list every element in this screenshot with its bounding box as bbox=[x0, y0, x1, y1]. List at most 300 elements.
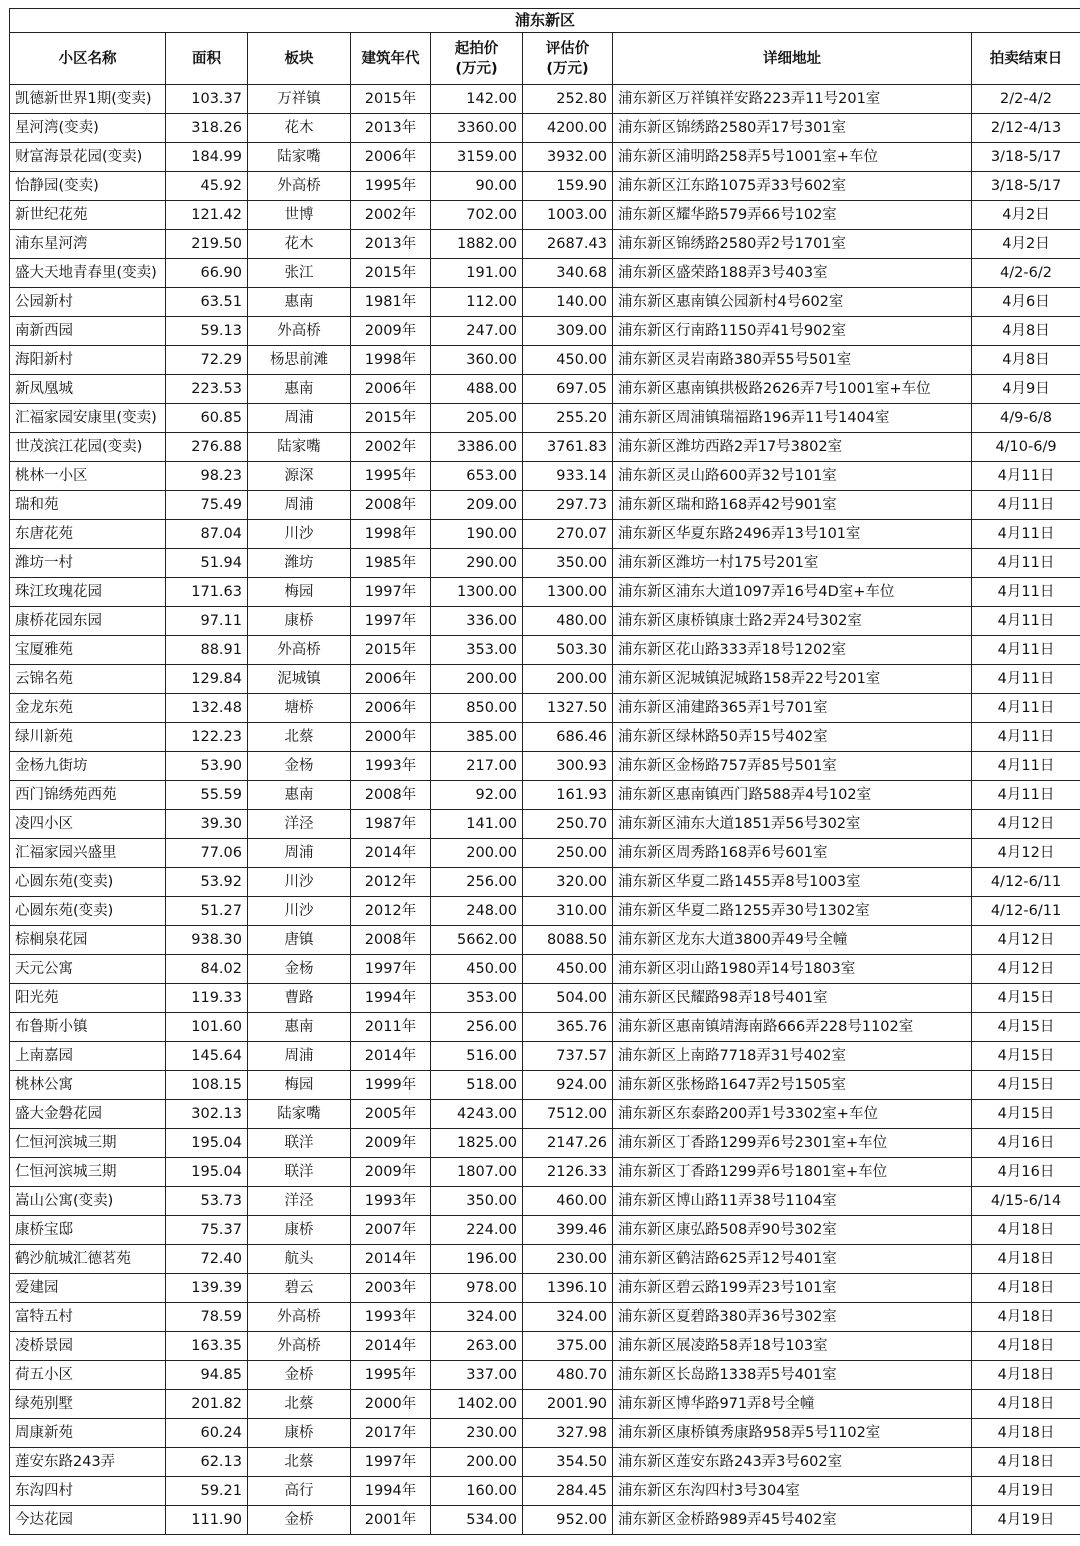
cell-name: 世茂滨江花园(变卖) bbox=[10, 433, 166, 462]
cell-start-price: 385.00 bbox=[431, 723, 523, 752]
cell-block: 花木 bbox=[248, 230, 351, 259]
cell-address: 浦东新区鹤洁路625弄12号401室 bbox=[613, 1245, 972, 1274]
cell-area: 318.26 bbox=[166, 114, 248, 143]
cell-eval-price: 952.00 bbox=[523, 1506, 613, 1535]
cell-start-price: 350.00 bbox=[431, 1187, 523, 1216]
cell-address: 浦东新区瑞和路168弄42号901室 bbox=[613, 491, 972, 520]
table-row bbox=[10, 1332, 1080, 1361]
cell-year: 2001年 bbox=[351, 1506, 431, 1535]
table-row bbox=[10, 839, 1080, 868]
cell-end-date: 4月18日 bbox=[972, 1245, 1080, 1274]
cell-block: 康桥 bbox=[248, 607, 351, 636]
cell-year: 2015年 bbox=[351, 85, 431, 114]
cell-name: 桃林公寓 bbox=[10, 1071, 166, 1100]
cell-eval-price: 686.46 bbox=[523, 723, 613, 752]
cell-address: 浦东新区华夏二路1455弄8号1003室 bbox=[613, 868, 972, 897]
table-row bbox=[10, 404, 1080, 433]
table-row bbox=[10, 1390, 1080, 1419]
cell-start-price: 263.00 bbox=[431, 1332, 523, 1361]
cell-end-date: 4月18日 bbox=[972, 1274, 1080, 1303]
cell-address: 浦东新区浦东大道1851弄56号302室 bbox=[613, 810, 972, 839]
cell-end-date: 3/18-5/17 bbox=[972, 172, 1080, 201]
cell-block: 金杨 bbox=[248, 752, 351, 781]
cell-end-date: 4月15日 bbox=[972, 1013, 1080, 1042]
cell-start-price: 653.00 bbox=[431, 462, 523, 491]
cell-eval-price: 1300.00 bbox=[523, 578, 613, 607]
table-row bbox=[10, 520, 1080, 549]
cell-end-date: 4月11日 bbox=[972, 665, 1080, 694]
cell-year: 2014年 bbox=[351, 1245, 431, 1274]
cell-name: 潍坊一村 bbox=[10, 549, 166, 578]
cell-year: 1998年 bbox=[351, 520, 431, 549]
cell-year: 1995年 bbox=[351, 1361, 431, 1390]
cell-start-price: 978.00 bbox=[431, 1274, 523, 1303]
cell-area: 45.92 bbox=[166, 172, 248, 201]
cell-block: 周浦 bbox=[248, 839, 351, 868]
cell-start-price: 92.00 bbox=[431, 781, 523, 810]
cell-address: 浦东新区华夏东路2496弄13号101室 bbox=[613, 520, 972, 549]
cell-block: 杨思前滩 bbox=[248, 346, 351, 375]
cell-end-date: 4月2日 bbox=[972, 201, 1080, 230]
cell-year: 2014年 bbox=[351, 839, 431, 868]
cell-name: 新世纪花苑 bbox=[10, 201, 166, 230]
cell-end-date: 4月15日 bbox=[972, 1042, 1080, 1071]
cell-end-date: 4月8日 bbox=[972, 346, 1080, 375]
cell-eval-price: 161.93 bbox=[523, 781, 613, 810]
cell-name: 天元公寓 bbox=[10, 955, 166, 984]
cell-block: 洋泾 bbox=[248, 1187, 351, 1216]
table-row bbox=[10, 810, 1080, 839]
cell-address: 浦东新区潍坊一村175号201室 bbox=[613, 549, 972, 578]
table-row bbox=[10, 259, 1080, 288]
cell-end-date: 4月18日 bbox=[972, 1216, 1080, 1245]
cell-start-price: 200.00 bbox=[431, 665, 523, 694]
cell-eval-price: 480.00 bbox=[523, 607, 613, 636]
header-year: 建筑年代 bbox=[351, 33, 431, 85]
cell-block: 北蔡 bbox=[248, 723, 351, 752]
cell-year: 2014年 bbox=[351, 1042, 431, 1071]
cell-area: 39.30 bbox=[166, 810, 248, 839]
cell-year: 2003年 bbox=[351, 1274, 431, 1303]
table-row bbox=[10, 1129, 1080, 1158]
table-row bbox=[10, 1216, 1080, 1245]
cell-end-date: 4月11日 bbox=[972, 520, 1080, 549]
cell-block: 塘桥 bbox=[248, 694, 351, 723]
cell-name: 荷五小区 bbox=[10, 1361, 166, 1390]
cell-end-date: 4月16日 bbox=[972, 1158, 1080, 1187]
cell-address: 浦东新区康桥镇秀康路958弄5号1102室 bbox=[613, 1419, 972, 1448]
cell-year: 1995年 bbox=[351, 462, 431, 491]
cell-name: 云锦名苑 bbox=[10, 665, 166, 694]
cell-year: 1997年 bbox=[351, 955, 431, 984]
auction-table bbox=[9, 8, 1080, 1535]
cell-area: 60.85 bbox=[166, 404, 248, 433]
cell-year: 2002年 bbox=[351, 433, 431, 462]
cell-name: 南新西园 bbox=[10, 317, 166, 346]
cell-address: 浦东新区锦绣路2580弄17号301室 bbox=[613, 114, 972, 143]
cell-eval-price: 4200.00 bbox=[523, 114, 613, 143]
cell-eval-price: 320.00 bbox=[523, 868, 613, 897]
cell-block: 北蔡 bbox=[248, 1390, 351, 1419]
cell-eval-price: 1003.00 bbox=[523, 201, 613, 230]
cell-name: 公园新村 bbox=[10, 288, 166, 317]
cell-year: 2015年 bbox=[351, 404, 431, 433]
cell-eval-price: 270.07 bbox=[523, 520, 613, 549]
table-row bbox=[10, 665, 1080, 694]
cell-eval-price: 3761.83 bbox=[523, 433, 613, 462]
cell-area: 72.40 bbox=[166, 1245, 248, 1274]
cell-start-price: 160.00 bbox=[431, 1477, 523, 1506]
cell-area: 98.23 bbox=[166, 462, 248, 491]
cell-eval-price: 350.00 bbox=[523, 549, 613, 578]
cell-start-price: 200.00 bbox=[431, 839, 523, 868]
cell-start-price: 1402.00 bbox=[431, 1390, 523, 1419]
header-eval-price: 评估价 (万元) bbox=[523, 33, 613, 85]
table-row bbox=[10, 955, 1080, 984]
cell-end-date: 4月11日 bbox=[972, 781, 1080, 810]
cell-end-date: 4月9日 bbox=[972, 375, 1080, 404]
cell-address: 浦东新区灵岩南路380弄55号501室 bbox=[613, 346, 972, 375]
cell-name: 盛大金磐花园 bbox=[10, 1100, 166, 1129]
cell-year: 2013年 bbox=[351, 114, 431, 143]
cell-name: 星河湾(变卖) bbox=[10, 114, 166, 143]
table-row bbox=[10, 984, 1080, 1013]
cell-block: 曹路 bbox=[248, 984, 351, 1013]
cell-address: 浦东新区莲安东路243弄3号602室 bbox=[613, 1448, 972, 1477]
cell-area: 75.49 bbox=[166, 491, 248, 520]
cell-address: 浦东新区上南路7718弄31号402室 bbox=[613, 1042, 972, 1071]
cell-address: 浦东新区花山路333弄18号1202室 bbox=[613, 636, 972, 665]
cell-area: 219.50 bbox=[166, 230, 248, 259]
cell-start-price: 360.00 bbox=[431, 346, 523, 375]
table-row bbox=[10, 1506, 1080, 1535]
cell-end-date: 3/18-5/17 bbox=[972, 143, 1080, 172]
table-row bbox=[10, 1013, 1080, 1042]
table-row bbox=[10, 1477, 1080, 1506]
cell-end-date: 2/2-4/2 bbox=[972, 85, 1080, 114]
table-row bbox=[10, 1303, 1080, 1332]
cell-block: 川沙 bbox=[248, 520, 351, 549]
cell-area: 84.02 bbox=[166, 955, 248, 984]
cell-area: 139.39 bbox=[166, 1274, 248, 1303]
cell-name: 莲安东路243弄 bbox=[10, 1448, 166, 1477]
table-row bbox=[10, 491, 1080, 520]
cell-name: 西门锦绣苑西苑 bbox=[10, 781, 166, 810]
cell-block: 周浦 bbox=[248, 1042, 351, 1071]
cell-year: 1993年 bbox=[351, 752, 431, 781]
cell-start-price: 256.00 bbox=[431, 868, 523, 897]
cell-year: 1993年 bbox=[351, 1187, 431, 1216]
cell-block: 川沙 bbox=[248, 897, 351, 926]
cell-end-date: 4月11日 bbox=[972, 491, 1080, 520]
table-row bbox=[10, 288, 1080, 317]
cell-area: 51.94 bbox=[166, 549, 248, 578]
cell-block: 外高桥 bbox=[248, 172, 351, 201]
cell-area: 97.11 bbox=[166, 607, 248, 636]
cell-name: 海阳新村 bbox=[10, 346, 166, 375]
header-end-date: 拍卖结束日 bbox=[972, 33, 1080, 85]
cell-area: 103.37 bbox=[166, 85, 248, 114]
cell-address: 浦东新区金桥路989弄45号402室 bbox=[613, 1506, 972, 1535]
cell-end-date: 4月18日 bbox=[972, 1332, 1080, 1361]
cell-area: 94.85 bbox=[166, 1361, 248, 1390]
cell-start-price: 191.00 bbox=[431, 259, 523, 288]
cell-eval-price: 3932.00 bbox=[523, 143, 613, 172]
table-row bbox=[10, 694, 1080, 723]
cell-block: 梅园 bbox=[248, 578, 351, 607]
cell-year: 2000年 bbox=[351, 723, 431, 752]
cell-area: 201.82 bbox=[166, 1390, 248, 1419]
cell-start-price: 196.00 bbox=[431, 1245, 523, 1274]
cell-name: 新凤凰城 bbox=[10, 375, 166, 404]
cell-area: 163.35 bbox=[166, 1332, 248, 1361]
cell-eval-price: 284.45 bbox=[523, 1477, 613, 1506]
cell-name: 棕榈泉花园 bbox=[10, 926, 166, 955]
cell-address: 浦东新区周浦镇瑞福路196弄11号1404室 bbox=[613, 404, 972, 433]
cell-eval-price: 737.57 bbox=[523, 1042, 613, 1071]
cell-address: 浦东新区浦明路258弄5号1001室+车位 bbox=[613, 143, 972, 172]
cell-area: 101.60 bbox=[166, 1013, 248, 1042]
cell-area: 88.91 bbox=[166, 636, 248, 665]
cell-eval-price: 310.00 bbox=[523, 897, 613, 926]
cell-eval-price: 375.00 bbox=[523, 1332, 613, 1361]
cell-eval-price: 340.68 bbox=[523, 259, 613, 288]
cell-area: 63.51 bbox=[166, 288, 248, 317]
cell-address: 浦东新区潍坊西路2弄17号3802室 bbox=[613, 433, 972, 462]
cell-name: 汇福家园安康里(变卖) bbox=[10, 404, 166, 433]
cell-end-date: 4/12-6/11 bbox=[972, 868, 1080, 897]
cell-year: 2000年 bbox=[351, 1390, 431, 1419]
cell-block: 洋泾 bbox=[248, 810, 351, 839]
cell-end-date: 4月18日 bbox=[972, 1390, 1080, 1419]
cell-area: 72.29 bbox=[166, 346, 248, 375]
cell-area: 53.92 bbox=[166, 868, 248, 897]
cell-year: 2009年 bbox=[351, 1158, 431, 1187]
cell-name: 凯德新世界1期(变卖) bbox=[10, 85, 166, 114]
header-address: 详细地址 bbox=[613, 33, 972, 85]
cell-area: 195.04 bbox=[166, 1158, 248, 1187]
cell-name: 爱建园 bbox=[10, 1274, 166, 1303]
cell-block: 外高桥 bbox=[248, 1303, 351, 1332]
cell-block: 花木 bbox=[248, 114, 351, 143]
table-row bbox=[10, 926, 1080, 955]
cell-block: 陆家嘴 bbox=[248, 433, 351, 462]
cell-year: 1993年 bbox=[351, 1303, 431, 1332]
cell-address: 浦东新区碧云路199弄23号101室 bbox=[613, 1274, 972, 1303]
cell-block: 金桥 bbox=[248, 1506, 351, 1535]
cell-eval-price: 933.14 bbox=[523, 462, 613, 491]
cell-name: 阳光苑 bbox=[10, 984, 166, 1013]
cell-address: 浦东新区丁香路1299弄6号2301室+车位 bbox=[613, 1129, 972, 1158]
cell-address: 浦东新区惠南镇西门路588弄4号102室 bbox=[613, 781, 972, 810]
cell-name: 珠江玫瑰花园 bbox=[10, 578, 166, 607]
cell-area: 119.33 bbox=[166, 984, 248, 1013]
cell-area: 276.88 bbox=[166, 433, 248, 462]
cell-name: 绿苑别墅 bbox=[10, 1390, 166, 1419]
cell-year: 2006年 bbox=[351, 665, 431, 694]
table-row bbox=[10, 1274, 1080, 1303]
cell-address: 浦东新区浦东大道1097弄16号4D室+车位 bbox=[613, 578, 972, 607]
cell-start-price: 1882.00 bbox=[431, 230, 523, 259]
cell-block: 陆家嘴 bbox=[248, 1100, 351, 1129]
cell-end-date: 4月2日 bbox=[972, 230, 1080, 259]
cell-address: 浦东新区锦绣路2580弄2号1701室 bbox=[613, 230, 972, 259]
table-row bbox=[10, 607, 1080, 636]
cell-address: 浦东新区长岛路1338弄5号401室 bbox=[613, 1361, 972, 1390]
cell-end-date: 4月12日 bbox=[972, 955, 1080, 984]
cell-eval-price: 460.00 bbox=[523, 1187, 613, 1216]
cell-eval-price: 252.80 bbox=[523, 85, 613, 114]
cell-eval-price: 450.00 bbox=[523, 346, 613, 375]
cell-area: 75.37 bbox=[166, 1216, 248, 1245]
cell-block: 潍坊 bbox=[248, 549, 351, 578]
cell-block: 泥城镇 bbox=[248, 665, 351, 694]
cell-block: 张江 bbox=[248, 259, 351, 288]
cell-year: 1994年 bbox=[351, 1477, 431, 1506]
cell-name: 财富海景花园(变卖) bbox=[10, 143, 166, 172]
cell-name: 心圆东苑(变卖) bbox=[10, 897, 166, 926]
cell-area: 78.59 bbox=[166, 1303, 248, 1332]
cell-name: 康桥花园东园 bbox=[10, 607, 166, 636]
cell-area: 53.73 bbox=[166, 1187, 248, 1216]
cell-start-price: 516.00 bbox=[431, 1042, 523, 1071]
cell-start-price: 336.00 bbox=[431, 607, 523, 636]
cell-end-date: 4月11日 bbox=[972, 723, 1080, 752]
cell-start-price: 142.00 bbox=[431, 85, 523, 114]
cell-eval-price: 1396.10 bbox=[523, 1274, 613, 1303]
cell-eval-price: 309.00 bbox=[523, 317, 613, 346]
table-row bbox=[10, 317, 1080, 346]
cell-area: 59.21 bbox=[166, 1477, 248, 1506]
cell-address: 浦东新区江东路1075弄33号602室 bbox=[613, 172, 972, 201]
cell-name: 东唐花苑 bbox=[10, 520, 166, 549]
cell-name: 上南嘉园 bbox=[10, 1042, 166, 1071]
cell-address: 浦东新区展凌路58弄18号103室 bbox=[613, 1332, 972, 1361]
cell-address: 浦东新区万祥镇祥安路223弄11号201室 bbox=[613, 85, 972, 114]
table-row bbox=[10, 433, 1080, 462]
cell-address: 浦东新区民耀路98弄18号401室 bbox=[613, 984, 972, 1013]
cell-year: 1999年 bbox=[351, 1071, 431, 1100]
cell-address: 浦东新区羽山路1980弄14号1803室 bbox=[613, 955, 972, 984]
cell-block: 惠南 bbox=[248, 1013, 351, 1042]
cell-end-date: 4月11日 bbox=[972, 462, 1080, 491]
cell-name: 心圆东苑(变卖) bbox=[10, 868, 166, 897]
cell-year: 2015年 bbox=[351, 636, 431, 665]
cell-year: 2005年 bbox=[351, 1100, 431, 1129]
cell-year: 2015年 bbox=[351, 259, 431, 288]
table-row bbox=[10, 230, 1080, 259]
cell-year: 2014年 bbox=[351, 1332, 431, 1361]
table-row bbox=[10, 201, 1080, 230]
cell-address: 浦东新区康弘路508弄90号302室 bbox=[613, 1216, 972, 1245]
cell-end-date: 4月11日 bbox=[972, 752, 1080, 781]
header-name: 小区名称 bbox=[10, 33, 166, 85]
cell-end-date: 4/10-6/9 bbox=[972, 433, 1080, 462]
cell-start-price: 248.00 bbox=[431, 897, 523, 926]
cell-area: 111.90 bbox=[166, 1506, 248, 1535]
cell-address: 浦东新区惠南镇靖海南路666弄228号1102室 bbox=[613, 1013, 972, 1042]
cell-name: 嵩山公寓(变卖) bbox=[10, 1187, 166, 1216]
cell-area: 62.13 bbox=[166, 1448, 248, 1477]
cell-year: 1987年 bbox=[351, 810, 431, 839]
cell-year: 2009年 bbox=[351, 1129, 431, 1158]
table-row bbox=[10, 868, 1080, 897]
cell-name: 怡静园(变卖) bbox=[10, 172, 166, 201]
cell-address: 浦东新区行南路1150弄41号902室 bbox=[613, 317, 972, 346]
table-row bbox=[10, 752, 1080, 781]
cell-year: 1997年 bbox=[351, 1448, 431, 1477]
table-row bbox=[10, 1042, 1080, 1071]
cell-address: 浦东新区浦建路365弄1号701室 bbox=[613, 694, 972, 723]
cell-year: 1995年 bbox=[351, 172, 431, 201]
cell-year: 2012年 bbox=[351, 868, 431, 897]
cell-block: 外高桥 bbox=[248, 636, 351, 665]
cell-area: 938.30 bbox=[166, 926, 248, 955]
cell-year: 1997年 bbox=[351, 607, 431, 636]
cell-end-date: 4月15日 bbox=[972, 1100, 1080, 1129]
cell-eval-price: 450.00 bbox=[523, 955, 613, 984]
cell-eval-price: 365.76 bbox=[523, 1013, 613, 1042]
cell-year: 2008年 bbox=[351, 781, 431, 810]
cell-area: 132.48 bbox=[166, 694, 248, 723]
cell-eval-price: 8088.50 bbox=[523, 926, 613, 955]
cell-end-date: 4月12日 bbox=[972, 810, 1080, 839]
cell-end-date: 4/15-6/14 bbox=[972, 1187, 1080, 1216]
cell-block: 源深 bbox=[248, 462, 351, 491]
cell-address: 浦东新区博华路971弄8号全幢 bbox=[613, 1390, 972, 1419]
cell-end-date: 4月18日 bbox=[972, 1448, 1080, 1477]
cell-start-price: 1807.00 bbox=[431, 1158, 523, 1187]
cell-block: 联洋 bbox=[248, 1158, 351, 1187]
cell-end-date: 2/12-4/13 bbox=[972, 114, 1080, 143]
cell-end-date: 4月15日 bbox=[972, 1071, 1080, 1100]
cell-address: 浦东新区博山路11弄38号1104室 bbox=[613, 1187, 972, 1216]
cell-block: 世博 bbox=[248, 201, 351, 230]
cell-block: 外高桥 bbox=[248, 1332, 351, 1361]
cell-block: 川沙 bbox=[248, 868, 351, 897]
cell-name: 桃林一小区 bbox=[10, 462, 166, 491]
cell-start-price: 290.00 bbox=[431, 549, 523, 578]
cell-area: 59.13 bbox=[166, 317, 248, 346]
cell-start-price: 209.00 bbox=[431, 491, 523, 520]
cell-start-price: 141.00 bbox=[431, 810, 523, 839]
cell-start-price: 3159.00 bbox=[431, 143, 523, 172]
cell-year: 2008年 bbox=[351, 491, 431, 520]
cell-eval-price: 7512.00 bbox=[523, 1100, 613, 1129]
cell-address: 浦东新区金杨路757弄85号501室 bbox=[613, 752, 972, 781]
cell-year: 2011年 bbox=[351, 1013, 431, 1042]
cell-name: 金杨九街坊 bbox=[10, 752, 166, 781]
cell-start-price: 850.00 bbox=[431, 694, 523, 723]
cell-eval-price: 297.73 bbox=[523, 491, 613, 520]
cell-block: 惠南 bbox=[248, 781, 351, 810]
cell-eval-price: 250.70 bbox=[523, 810, 613, 839]
table-row bbox=[10, 143, 1080, 172]
cell-end-date: 4月18日 bbox=[972, 1419, 1080, 1448]
cell-eval-price: 327.98 bbox=[523, 1419, 613, 1448]
cell-start-price: 3360.00 bbox=[431, 114, 523, 143]
cell-block: 梅园 bbox=[248, 1071, 351, 1100]
cell-start-price: 324.00 bbox=[431, 1303, 523, 1332]
cell-end-date: 4/9-6/8 bbox=[972, 404, 1080, 433]
table-row bbox=[10, 897, 1080, 926]
cell-start-price: 5662.00 bbox=[431, 926, 523, 955]
cell-end-date: 4/2-6/2 bbox=[972, 259, 1080, 288]
table-row bbox=[10, 462, 1080, 491]
table-row bbox=[10, 1100, 1080, 1129]
cell-area: 122.23 bbox=[166, 723, 248, 752]
cell-start-price: 353.00 bbox=[431, 636, 523, 665]
